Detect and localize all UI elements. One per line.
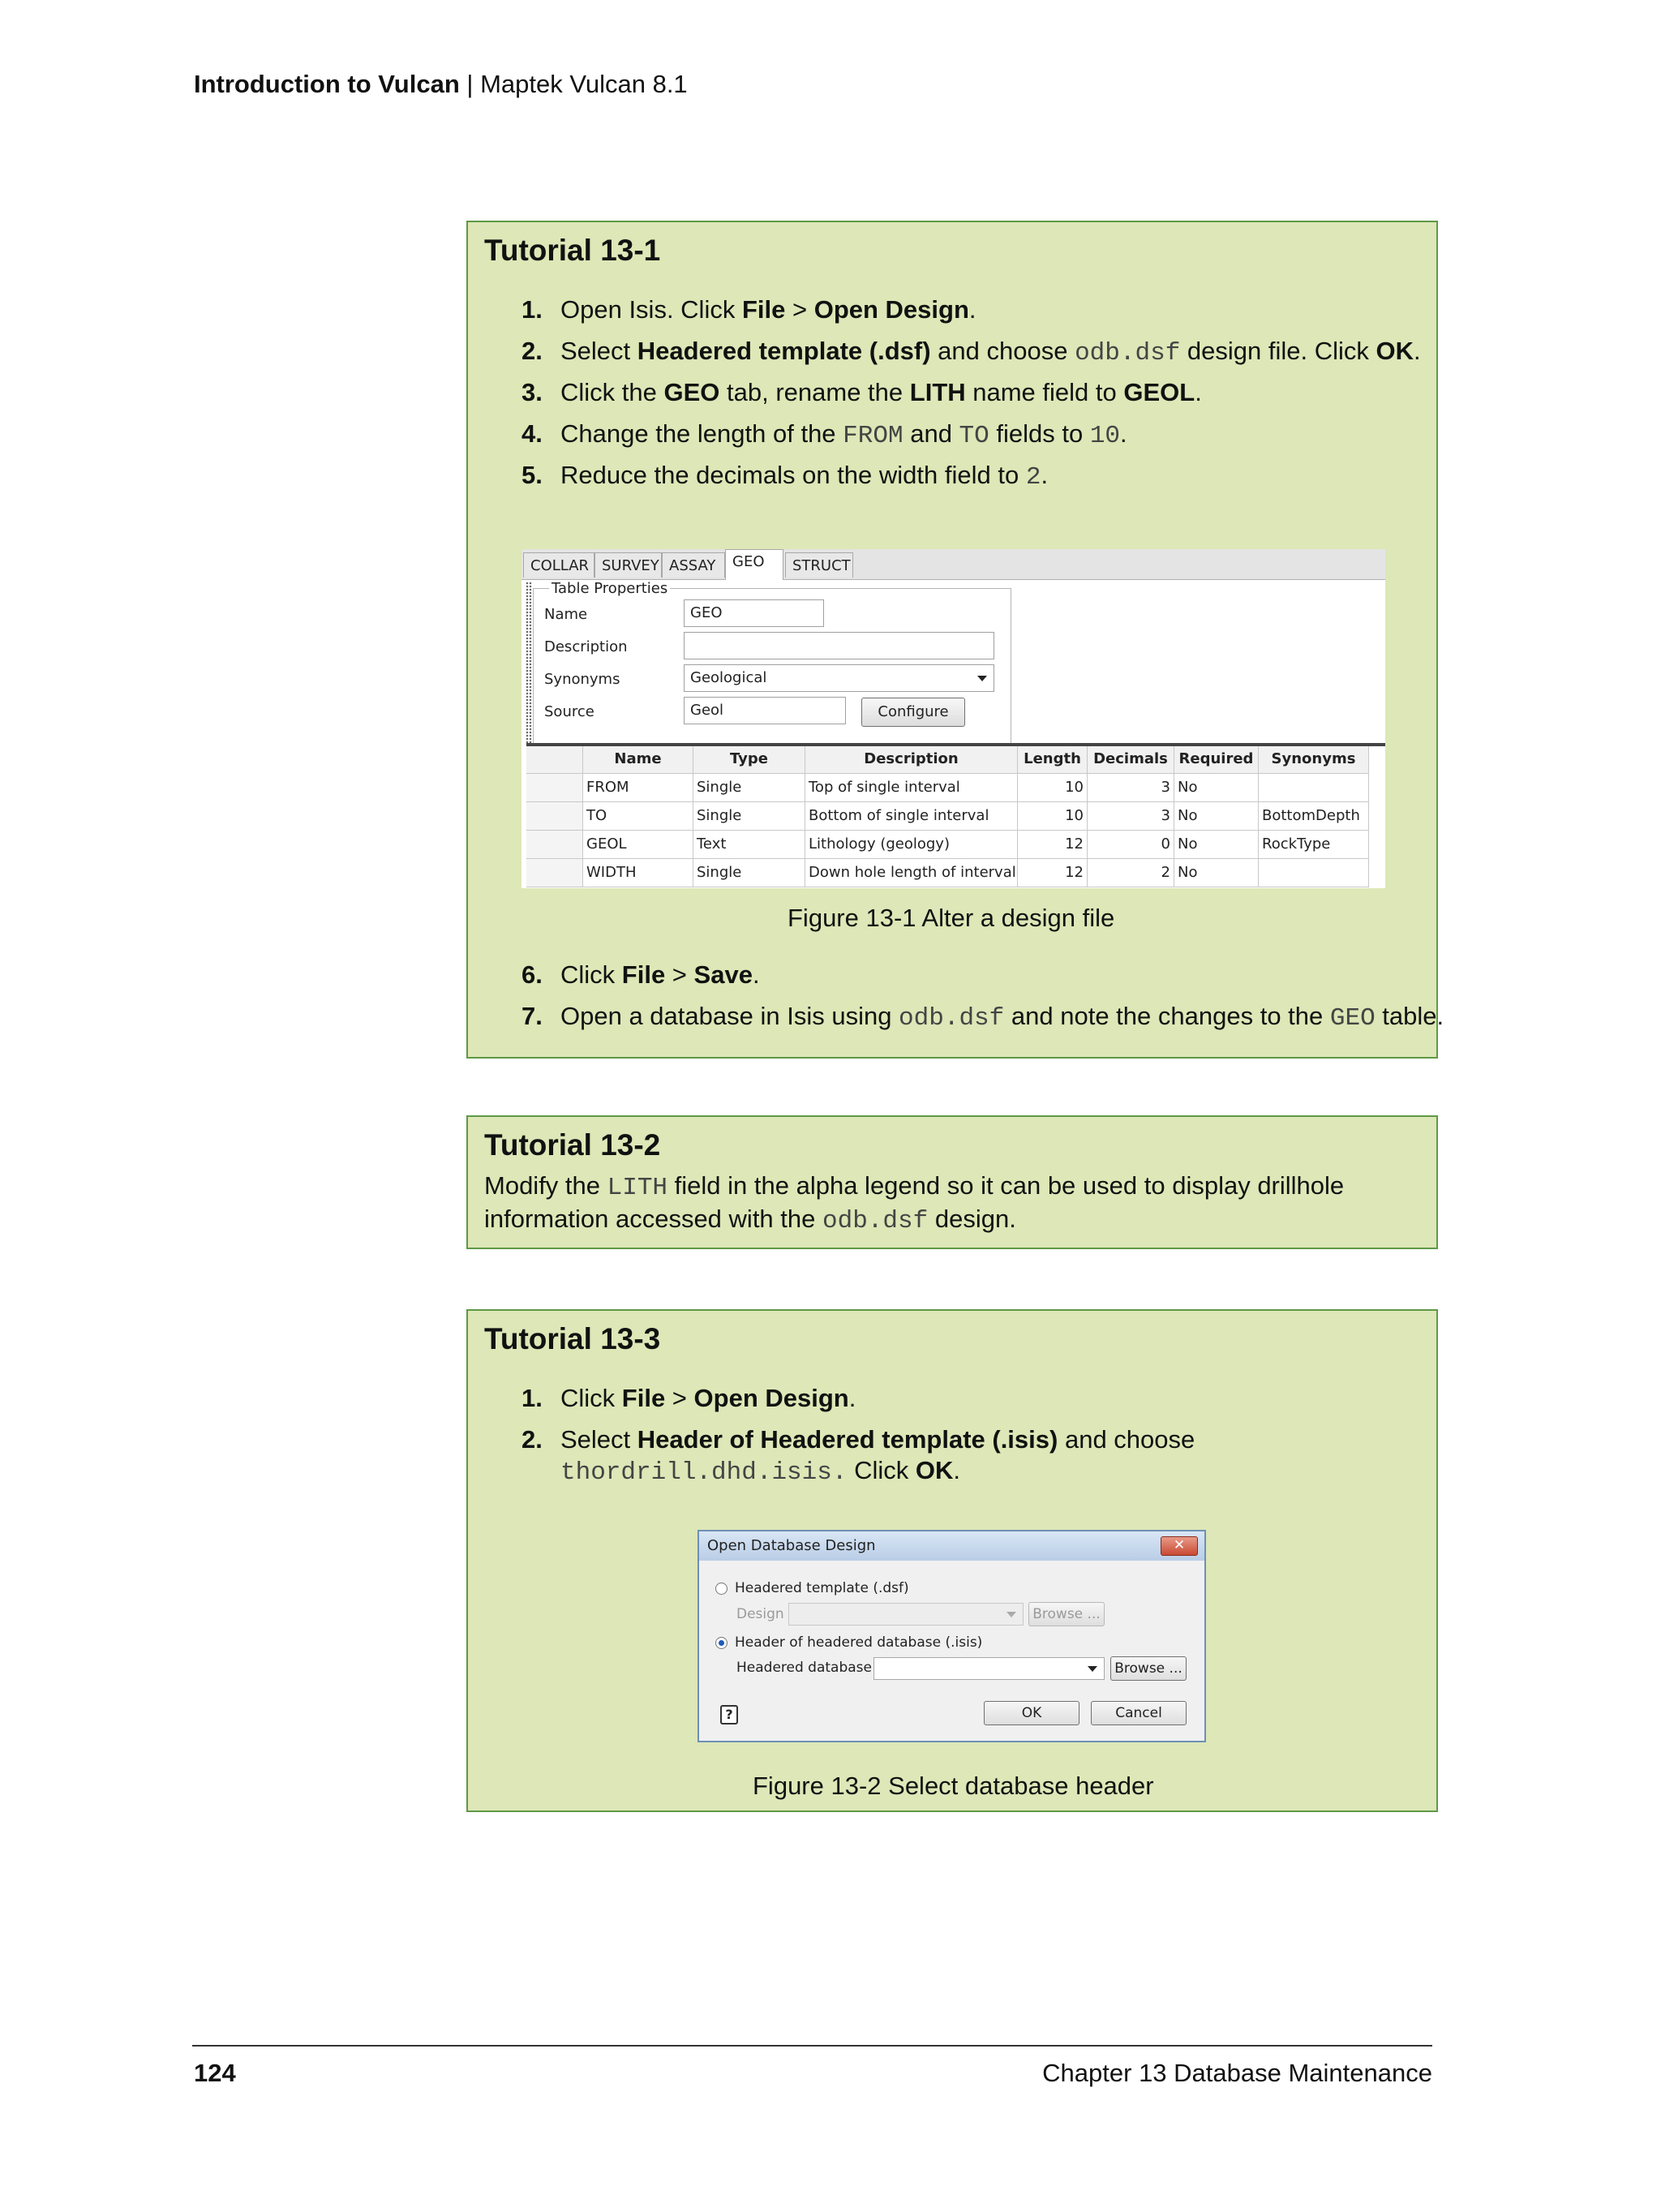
grid-cell[interactable] <box>1259 774 1369 802</box>
grid-cell[interactable]: Single <box>693 802 805 831</box>
grid-cell[interactable]: 10 <box>1018 774 1088 802</box>
grid-cell[interactable]: No <box>1174 831 1259 859</box>
grid-cell[interactable]: Single <box>693 774 805 802</box>
group-label: Table Properties <box>549 580 670 597</box>
grid-corner <box>526 746 583 774</box>
column-header[interactable]: Required <box>1174 746 1259 774</box>
headered-database-select[interactable] <box>873 1657 1105 1680</box>
tab-assay[interactable]: ASSAY <box>662 552 725 578</box>
figure-caption: Figure 13-1 Alter a design file <box>788 904 1115 932</box>
grid-cell[interactable] <box>1259 859 1369 887</box>
figure-caption: Figure 13-2 Select database header <box>753 1772 1154 1800</box>
column-header[interactable]: Synonyms <box>1259 746 1369 774</box>
table-tab-bar <box>521 549 1385 580</box>
grid-cell[interactable]: 12 <box>1018 831 1088 859</box>
grid-cell[interactable]: No <box>1174 774 1259 802</box>
grid-cell[interactable]: 2 <box>1088 859 1174 887</box>
grid-cell[interactable]: Single <box>693 859 805 887</box>
row-selector[interactable] <box>526 802 583 831</box>
ok-button[interactable]: OK <box>984 1701 1079 1725</box>
source-label: Source <box>544 703 594 720</box>
grid-cell[interactable]: Down hole length of interval <box>805 859 1018 887</box>
name-input[interactable]: GEO <box>684 599 824 627</box>
grid-cell[interactable]: TO <box>583 802 693 831</box>
tutorial-body: Modify the LITH field in the alpha legend so it can be used to display drillhole information accessed with the odb.dsf design. <box>484 1171 1345 1235</box>
tab-geo[interactable]: GEO <box>725 549 783 580</box>
fields-grid <box>526 743 1385 888</box>
tutorial-13-3-box: Tutorial 13-3 1. Click File > Open Design. 2. Select Header of Headered template (.isis) and choose thordrill.dhd.isis. Click OK. Open Database Design ✕ Headered template (.dsf) Design Browse ... Header of headered database (.isis) Headered database Browse ... ? OK Cancel Figure 13-2 Select database header <box>466 1309 1438 1812</box>
grid-cell[interactable]: WIDTH <box>583 859 693 887</box>
open-database-design-dialog <box>697 1530 1206 1742</box>
chapter-title: Chapter 13 Database Maintenance <box>1042 2059 1432 2087</box>
tutorial-13-1-box: Tutorial 13-1 1. Open Isis. Click File > Open Design. 2. Select Headered template (.dsf) and choose odb.dsf design file. Click OK. 3. Click the GEO tab, rename the LITH name field to GEOL. 4. Change the length of the FROM and TO fields to 10. 5. Reduce the decimals on the width field to 2. COLLAR SURVEY ASSAY GEO STRUCT Table Properties Name GEO Description Synonyms Geological Source Geol Configure Name Type Description Length Decimals Required Synonyms FROM Single Top of single interval 10 3 No TO Single Bottom of single interval 10 3 No BottomDepth GEOL Text Lithology (geology) 12 0 No RockType WIDTH Single Down hole length of interval 12 2 No Figure 13-1 Alter a design file 6. Click File > Save. 7. Open a database in Isis using odb.dsf and note the changes to the GEO table. <box>466 221 1438 1059</box>
column-header[interactable]: Type <box>693 746 805 774</box>
splitter-handle[interactable] <box>526 582 532 744</box>
design-select[interactable] <box>788 1603 1024 1626</box>
tutorial-title: Tutorial 13-2 <box>484 1128 661 1162</box>
help-icon[interactable]: ? <box>720 1705 738 1725</box>
grid-cell[interactable]: 3 <box>1088 802 1174 831</box>
headered-database-radio[interactable] <box>715 1637 727 1649</box>
grid-cell[interactable]: 10 <box>1018 802 1088 831</box>
tab-collar[interactable]: COLLAR <box>523 552 594 578</box>
tutorial-title: Tutorial 13-3 <box>484 1322 661 1355</box>
running-head: Introduction to Vulcan | Maptek Vulcan 8.1 <box>194 70 688 98</box>
headered-database-label: Headered database <box>736 1660 872 1676</box>
grid-cell[interactable]: BottomDepth <box>1259 802 1369 831</box>
headered-database-option-label: Header of headered database (.isis) <box>735 1634 983 1651</box>
headered-template-label: Headered template (.dsf) <box>735 1580 909 1596</box>
grid-cell[interactable]: No <box>1174 802 1259 831</box>
dialog-titlebar <box>699 1531 1204 1561</box>
grid-cell[interactable]: GEOL <box>583 831 693 859</box>
column-header[interactable]: Name <box>583 746 693 774</box>
grid-cell[interactable]: RockType <box>1259 831 1369 859</box>
grid-cell[interactable]: 12 <box>1018 859 1088 887</box>
design-label: Design <box>736 1606 784 1622</box>
design-editor-screenshot <box>521 549 1385 888</box>
row-selector[interactable] <box>526 774 583 802</box>
footer-rule <box>192 2045 1432 2047</box>
grid-cell[interactable]: Top of single interval <box>805 774 1018 802</box>
browse-database-button[interactable]: Browse ... <box>1110 1656 1187 1681</box>
grid-cell[interactable]: 3 <box>1088 774 1174 802</box>
close-icon[interactable]: ✕ <box>1161 1536 1198 1556</box>
name-label: Name <box>544 606 588 623</box>
grid-cell[interactable]: Text <box>693 831 805 859</box>
grid-cell[interactable]: 0 <box>1088 831 1174 859</box>
browse-design-button[interactable]: Browse ... <box>1028 1602 1105 1626</box>
column-header[interactable]: Description <box>805 746 1018 774</box>
cancel-button[interactable]: Cancel <box>1091 1701 1187 1725</box>
synonyms-label: Synonyms <box>544 671 620 688</box>
grid-cell[interactable]: No <box>1174 859 1259 887</box>
tutorial-13-2-box <box>466 1115 1438 1249</box>
code-text: odb.dsf <box>1075 339 1181 367</box>
tab-struct[interactable]: STRUCT <box>785 552 853 578</box>
synonyms-select[interactable]: Geological <box>684 664 994 692</box>
description-input[interactable] <box>684 632 994 659</box>
row-selector[interactable] <box>526 859 583 887</box>
column-header[interactable]: Decimals <box>1088 746 1174 774</box>
grid-cell[interactable]: FROM <box>583 774 693 802</box>
dialog-title: Open Database Design <box>707 1537 876 1554</box>
tab-survey[interactable]: SURVEY <box>594 552 662 578</box>
chevron-down-icon <box>977 676 987 681</box>
headered-template-radio[interactable] <box>715 1583 727 1595</box>
source-input[interactable]: Geol <box>684 697 846 724</box>
description-label: Description <box>544 638 628 655</box>
tutorial-title: Tutorial 13-1 <box>484 234 661 267</box>
chevron-down-icon <box>1088 1666 1097 1672</box>
grid-cell[interactable]: Bottom of single interval <box>805 802 1018 831</box>
configure-button[interactable]: Configure <box>861 698 965 727</box>
page-number: 124 <box>194 2059 236 2087</box>
grid-cell[interactable]: Lithology (geology) <box>805 831 1018 859</box>
row-selector[interactable] <box>526 831 583 859</box>
chevron-down-icon <box>1006 1612 1016 1617</box>
column-header[interactable]: Length <box>1018 746 1088 774</box>
